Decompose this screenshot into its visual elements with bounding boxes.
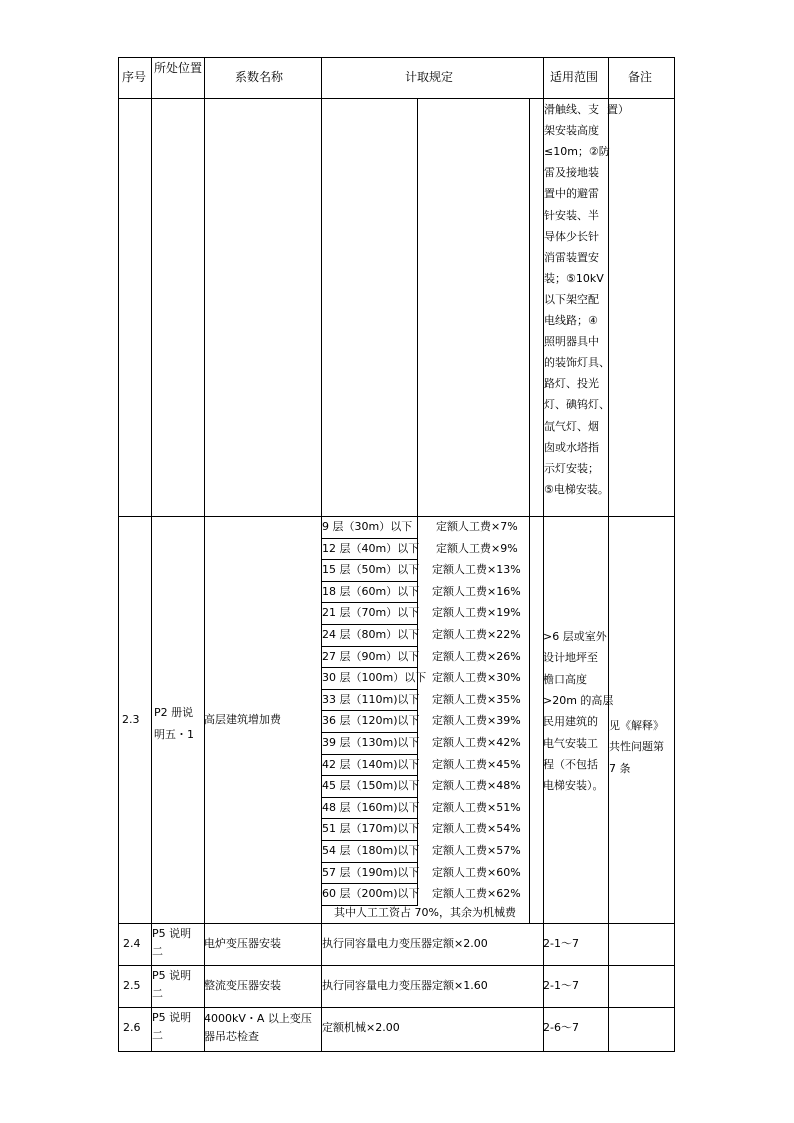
continued-scope-line: 灯、碘钨灯、 <box>544 398 610 412</box>
table-rule <box>118 965 675 966</box>
row-2-3-scope-line: 程（不包括 <box>543 757 598 771</box>
row-location: P5 说明 <box>152 1011 192 1024</box>
table-rule <box>529 98 530 924</box>
continued-scope-line: 消雷装置安 <box>544 250 599 264</box>
row-2-3-location: P2 册说明五・1 <box>154 706 194 741</box>
row-no: 2.6 <box>123 1021 141 1034</box>
row-2-3-name: 高层建筑增加费 <box>204 713 281 726</box>
tier-rate: 定额人工费×30% <box>432 671 521 685</box>
tier-floor: 30 层（100m）以下 <box>322 671 427 685</box>
tier-floor: 48 层（160m)以下 <box>322 800 420 814</box>
continued-scope-line: 的装饰灯具、 <box>544 356 610 370</box>
tier-floor: 12 层（40m）以下 <box>322 541 420 555</box>
continued-scope-line: 架安装高度 <box>544 124 599 138</box>
row-scope: 2-6～7 <box>543 1021 579 1034</box>
tier-floor: 9 层（30m）以下 <box>322 520 413 533</box>
continued-scope-line: 装；⑤10kV <box>544 271 604 285</box>
row-location: 二 <box>152 987 163 1000</box>
table-rule <box>118 923 675 924</box>
continued-scope-line: 电线路；④ <box>544 314 598 327</box>
tier-rate: 定额人工费×51% <box>432 800 521 814</box>
continued-remark: 置） <box>607 103 629 116</box>
table-rule <box>321 581 418 582</box>
continued-scope-line: 囱或水塔指 <box>544 440 599 454</box>
table-rule <box>321 818 418 819</box>
tier-rate: 定额人工费×54% <box>432 822 521 836</box>
tier-rate: 定额人工费×7% <box>436 520 518 533</box>
row-2-3-footnote: 其中人工工资占 70%，其余为机械费 <box>334 906 516 919</box>
tier-floor: 45 层（150m)以下 <box>322 779 420 793</box>
row-2-3-scope-line: 电气安装工 <box>543 736 598 750</box>
table-rule <box>321 840 418 841</box>
table-rule <box>321 754 418 755</box>
table-rule <box>321 559 418 560</box>
row-location: P5 说明 <box>152 927 192 940</box>
header-rule: 计取规定 <box>405 70 454 84</box>
continued-scope-line: 针安装、半 <box>544 208 599 222</box>
row-scope: 2-1～7 <box>543 979 579 992</box>
continued-scope-line: 导体少长针 <box>544 229 599 243</box>
continued-scope-line: 滑触线、支 <box>544 103 599 116</box>
header-location: 所处位置 <box>154 61 203 75</box>
coefficient-table <box>118 57 675 1052</box>
table-rule <box>118 1007 675 1008</box>
continued-scope-line: 置中的避雷 <box>544 187 599 201</box>
table-rule <box>118 98 675 99</box>
row-2-3-scope-line: >20m 的高层 <box>543 693 614 707</box>
row-2-3-remark-line: 共性问题第 <box>609 740 664 754</box>
tier-floor: 54 层（180m)以下 <box>322 844 420 857</box>
tier-floor: 21 层（70m）以下 <box>322 606 420 620</box>
tier-floor: 39 层（130m)以下 <box>322 736 420 749</box>
continued-scope-line: 雷及接地装 <box>544 166 599 180</box>
tier-floor: 60 层（200m)以下 <box>322 887 420 901</box>
table-rule <box>321 646 418 647</box>
row-location: 二 <box>152 1029 163 1042</box>
table-rule <box>321 624 418 625</box>
table-rule <box>151 57 152 1052</box>
table-rule <box>674 57 675 1052</box>
table-rule <box>321 732 418 733</box>
header-no: 序号 <box>122 70 147 84</box>
continued-scope-line: ≤10m；②防 <box>544 145 610 159</box>
row-2-3-scope-line: 设计地坪至 <box>543 651 598 665</box>
table-rule <box>204 57 205 1052</box>
continued-scope-line: 氙气灯、烟 <box>544 419 599 433</box>
tier-rate: 定额人工费×60% <box>432 865 521 879</box>
row-location: P5 说明 <box>152 969 192 982</box>
row-name: 整流变压器安装 <box>204 979 281 992</box>
table-rule <box>321 538 418 539</box>
row-2-3-remark-line: 见《解释》 <box>609 719 664 732</box>
tier-rate: 定额人工费×39% <box>432 714 521 728</box>
row-2-3-remark-line: 7 条 <box>609 761 631 775</box>
tier-floor: 57 层（190m)以下 <box>322 865 420 879</box>
table-rule <box>321 883 418 884</box>
table-rule <box>543 57 544 1052</box>
row-rule: 执行同容量电力变压器定额×2.00 <box>322 937 488 950</box>
tier-rate: 定额人工费×57% <box>432 844 521 857</box>
tier-floor: 42 层（140m)以下 <box>322 757 420 771</box>
row-2-3-scope-line: 檐口高度 <box>543 672 587 686</box>
continued-scope-line: 以下架空配 <box>544 292 599 306</box>
continued-scope-line: 照明器具中 <box>544 335 599 349</box>
row-2-3-scope-line: 电梯安装）。 <box>543 779 604 793</box>
row-rule: 定额机械×2.00 <box>322 1021 400 1034</box>
table-rule <box>321 667 418 668</box>
row-2-3-scope-line: 民用建筑的 <box>543 715 598 729</box>
row-no: 2.5 <box>123 979 141 992</box>
header-scope: 适用范围 <box>550 70 599 84</box>
table-rule <box>321 797 418 798</box>
header-name: 系数名称 <box>235 70 284 84</box>
row-scope: 2-1～7 <box>543 937 579 950</box>
row-2-3-no: 2.3 <box>122 713 140 726</box>
tier-rate: 定额人工费×42% <box>432 736 521 749</box>
tier-floor: 36 层（120m)以下 <box>322 714 420 728</box>
row-location: 二 <box>152 945 163 958</box>
tier-floor: 27 层（90m）以下 <box>322 649 420 663</box>
tier-rate: 定额人工费×19% <box>432 606 521 620</box>
continued-scope-line: 示灯安装； <box>544 461 599 475</box>
continued-scope-line: 路灯、投光 <box>544 377 599 391</box>
table-rule <box>321 689 418 690</box>
table-rule <box>118 57 675 58</box>
tier-rate: 定额人工费×48% <box>432 779 521 793</box>
row-name: 电炉变压器安装 <box>204 937 281 950</box>
table-rule <box>321 710 418 711</box>
header-remark: 备注 <box>628 70 653 84</box>
tier-rate: 定额人工费×62% <box>432 887 521 901</box>
row-name: 4000kV・A 以上变压 <box>204 1012 312 1025</box>
tier-floor: 51 层（170m)以下 <box>322 822 420 836</box>
table-rule <box>321 775 418 776</box>
table-rule <box>321 602 418 603</box>
row-no: 2.4 <box>123 937 141 950</box>
tier-floor: 24 层（80m）以下 <box>322 628 420 641</box>
tier-floor: 18 层（60m）以下 <box>322 584 420 598</box>
tier-rate: 定额人工费×45% <box>432 757 521 771</box>
table-rule <box>118 57 119 1052</box>
table-rule <box>118 1051 675 1052</box>
tier-rate: 定额人工费×22% <box>432 628 521 641</box>
row-name: 器吊芯检查 <box>204 1030 259 1043</box>
table-rule <box>321 862 418 863</box>
table-rule <box>608 57 609 1052</box>
row-2-3-scope-line: >6 层或室外 <box>543 630 607 643</box>
tier-rate: 定额人工费×35% <box>432 692 521 706</box>
tier-rate: 定额人工费×9% <box>436 541 518 555</box>
tier-floor: 15 层（50m）以下 <box>322 563 420 577</box>
tier-rate: 定额人工费×16% <box>432 584 521 598</box>
tier-floor: 33 层（110m)以下 <box>322 692 420 706</box>
row-rule: 执行同容量电力变压器定额×1.60 <box>322 979 488 992</box>
tier-rate: 定额人工费×26% <box>432 649 521 663</box>
continued-scope-line: ⑤电梯安装。 <box>544 482 609 496</box>
tier-rate: 定额人工费×13% <box>432 563 521 577</box>
table-rule <box>118 516 675 517</box>
